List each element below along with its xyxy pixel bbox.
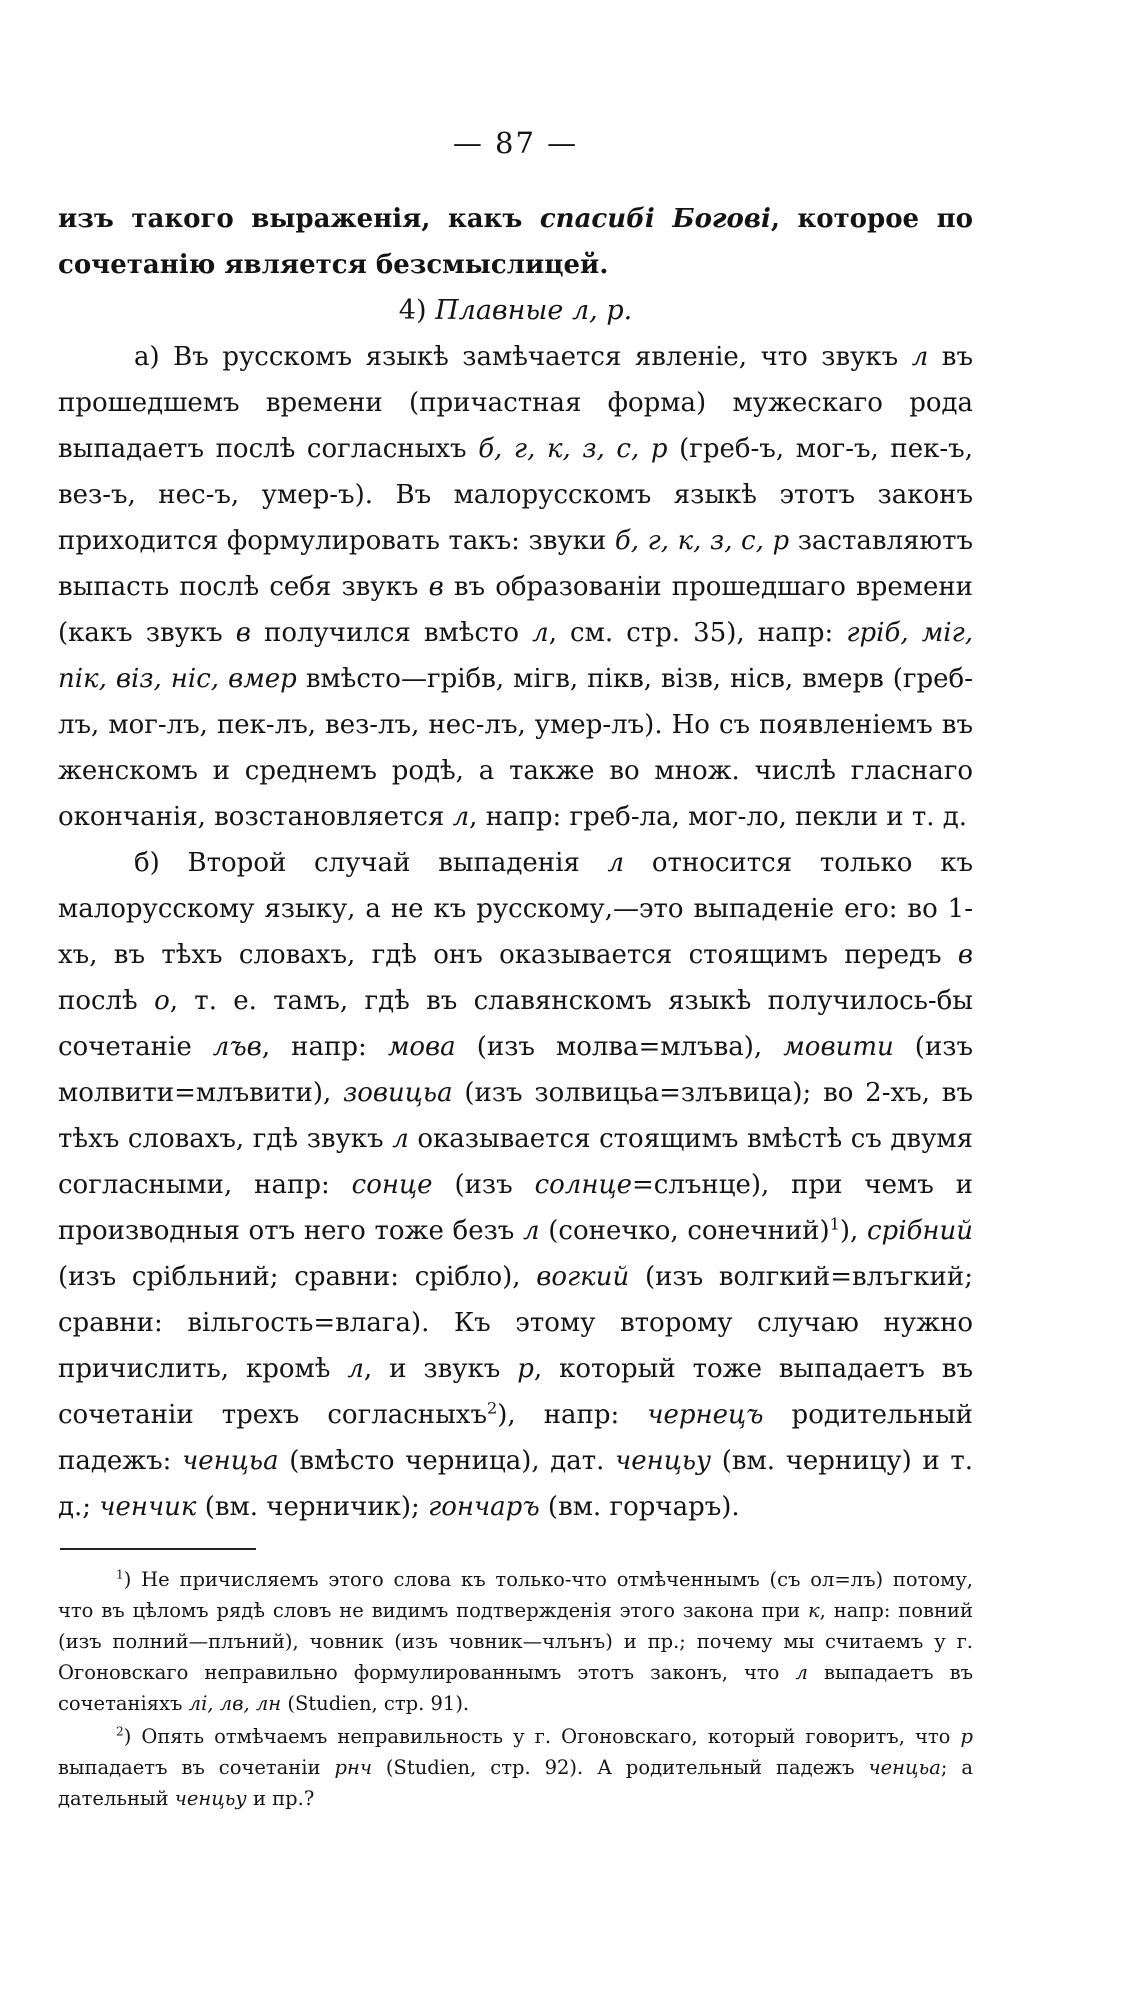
footnote-1 — [58, 1564, 973, 1719]
para-b-italic: л — [392, 1124, 409, 1154]
footnote-2-italic: рнч — [334, 1756, 372, 1779]
footnote-ref-1[interactable]: 1 — [829, 1214, 840, 1234]
para-b-italic: о — [154, 986, 170, 1016]
footnote-1-text: выпадаетъ въ сочетаніяхъ — [58, 1661, 973, 1715]
para-b-italic: гончаръ — [428, 1492, 540, 1522]
para-b-text: (изъ молва=млъва), — [455, 1032, 784, 1062]
footnote-2-text: ; а дательный — [58, 1756, 973, 1810]
para-a-text: въ образованіи прошедшаго времени (какъ звукъ — [58, 572, 973, 648]
section-heading — [58, 288, 973, 334]
para-b-text: , который тоже выпадаетъ въ сочетаніи трехъ согласныхъ — [58, 1354, 974, 1430]
para-b-text: родительный падежъ: — [58, 1400, 973, 1476]
section-title: Плавные л, р. — [435, 295, 633, 326]
para-b-italic: вогкий — [536, 1262, 630, 1292]
footnote-1-italic: лі, лв, лн — [188, 1692, 282, 1715]
para-b-text: ), — [839, 1216, 867, 1246]
main-text — [58, 196, 973, 1530]
para-b-italic: л — [607, 848, 625, 878]
footnote-1-text: , напр: повний (изъ полний—плъний), човник (изъ човник—члънъ) и пр.; почему мы считаемъ у г. Огоновскаго неправильно формулированнымъ этотъ законъ, что — [58, 1599, 973, 1684]
para-b-text: =слънце), при чемъ и производныя отъ него тоже безъ — [58, 1170, 973, 1246]
para-b-text: (изъ волгкий=влъгкий; сравни: вільгость=влага). Къ этому второму случаю нужно причислить, кромѣ — [58, 1262, 973, 1384]
paragraph-b — [58, 840, 973, 1530]
para-a-text: а) Въ русскомъ языкѣ замѣчается явленіе, что звукъ — [134, 342, 912, 372]
footnote-1-text: ) Не причисляемъ этого слова къ только-что отмѣченнымъ (съ ол=лъ) потому, что въ цѣломъ рядѣ словъ не видимъ подтвержденія этого закона при — [58, 1568, 973, 1622]
para-b-text: , т. е. тамъ, гдѣ въ славянскомъ языкѣ получилось-бы сочетаніе — [58, 986, 973, 1062]
footnote-2-italic: р — [960, 1725, 973, 1748]
para-a-italic: в — [235, 618, 251, 648]
para-a-italic: гріб, міг, пік, віз, ніс, вмер — [58, 618, 973, 694]
para-b-italic: ченцьа — [182, 1446, 279, 1476]
para-b-text: , и звукъ — [363, 1354, 518, 1384]
para-a-italic: в — [428, 572, 444, 602]
para-a-italic: л — [911, 342, 929, 372]
para-b-text: послѣ — [58, 986, 155, 1016]
para-b-text: (вм. черницу) и т. д.; — [58, 1446, 973, 1522]
para-b-text: (вмѣсто черница), дат. — [278, 1446, 616, 1476]
footnote-2-text: (Studien, стр. 92). А родительный падежъ — [371, 1756, 869, 1779]
intro-italic-phrase: спасибі Богові — [539, 204, 771, 234]
section-number: 4) — [398, 295, 436, 326]
footnote-2-italic: ченцьу — [174, 1787, 247, 1810]
para-b-text: (вм. горчаръ). — [539, 1492, 740, 1522]
para-b-italic: р — [517, 1354, 534, 1384]
book-page — [58, 126, 973, 1816]
footnote-2-italic: ченцьа — [868, 1756, 941, 1779]
footnote-2-text: и пр.? — [246, 1787, 315, 1810]
para-b-italic: лъв — [212, 1032, 262, 1062]
para-b-italic: мова — [387, 1032, 456, 1062]
para-b-text: (изъ молвити=млъвити), — [58, 1032, 974, 1108]
footnote-2-text: ) Опять отмѣчаемъ неправильность у г. Огоновскаго, который говоритъ, что — [123, 1725, 961, 1748]
para-b-italic: ченцьу — [615, 1446, 712, 1476]
para-b-italic: срібний — [867, 1216, 974, 1246]
para-a-italic: б, г, к, з, с, р — [614, 526, 790, 556]
para-b-italic: в — [957, 940, 973, 970]
footnote-1-italic: л — [795, 1661, 808, 1684]
page-number: — 87 — — [452, 126, 579, 160]
para-a-italic: б, г, к, з, с, р — [478, 434, 668, 464]
para-a-text: заставляютъ выпасть послѣ себя звукъ — [58, 526, 973, 602]
para-b-text: , напр: — [261, 1032, 388, 1062]
para-a-text: , см. стр. 35), напр: — [548, 618, 847, 648]
para-a-italic: л — [452, 802, 470, 832]
para-b-text: (изъ — [432, 1170, 535, 1200]
para-b-italic: л — [347, 1354, 364, 1384]
footnote-mark-2: 2 — [116, 1724, 124, 1739]
para-b-italic: чернецъ — [647, 1400, 764, 1430]
intro-paragraph — [58, 196, 973, 288]
para-b-italic: ченчик — [99, 1492, 197, 1522]
para-b-text: относится только къ малорусскому языку, а не къ русскому,—это выпаденіе его: во 1-хъ, въ тѣхъ словахъ, гдѣ онъ оказывается стоящимъ передъ — [58, 848, 973, 970]
footnotes — [58, 1564, 973, 1814]
para-a-text: , напр: греб-ла, мог-ло, пекли и т. д. — [469, 802, 968, 832]
para-b-text: (вм. черничик); — [196, 1492, 429, 1522]
para-b-italic: мовити — [783, 1032, 894, 1062]
footnote-1-text: (Studien, стр. 91). — [281, 1692, 470, 1715]
intro-text-1: изъ такого выраженія, какъ — [58, 204, 540, 234]
para-a-italic: л — [532, 618, 549, 648]
para-a-text: (греб-ъ, мог-ъ, пек-ъ, вез-ъ, нес-ъ, умер-ъ). Въ малорусскомъ языкѣ этотъ законъ приходится формулировать такъ: звуки — [58, 434, 973, 556]
para-a-text: получился вмѣсто — [250, 618, 533, 648]
para-b-italic: солнце — [534, 1170, 633, 1200]
para-b-text: (изъ срібльний; сравни: срібло), — [58, 1262, 537, 1292]
para-b-italic: сонце — [351, 1170, 433, 1200]
para-b-text: (сонечко, сонечний) — [539, 1216, 830, 1246]
footnote-2 — [58, 1721, 973, 1814]
footnote-2-text: выпадаетъ въ сочетаніи — [58, 1756, 335, 1779]
para-b-text: б) Второй случай выпаденія — [134, 848, 608, 878]
para-b-text: ), напр: — [497, 1400, 648, 1430]
para-b-text: оказывается стоящимъ вмѣстѣ съ двумя согласными, напр: — [58, 1124, 973, 1200]
para-a-text: вмѣсто—грібв, мігв, пікв, візв, нісв, вмерв (греб-лъ, мог-лъ, пек-лъ, вез-лъ, нес-лъ, умер-лъ). Но съ появленіемъ въ женскомъ и среднемъ родѣ, а также во множ. числѣ гласнаго окончанія, возстановляется — [58, 664, 973, 832]
paragraph-a — [58, 334, 973, 840]
para-b-italic: зовицьа — [343, 1078, 453, 1108]
para-b-italic: л — [523, 1216, 540, 1246]
para-a-text: въ прошедшемъ времени (причастная форма) мужескаго рода выпадаетъ послѣ согласныхъ — [58, 342, 973, 464]
footnote-mark-1: 1 — [116, 1567, 124, 1582]
para-b-text: (изъ золвицьа=злъвица); во 2-хъ, въ тѣхъ словахъ, гдѣ звукъ — [58, 1078, 973, 1154]
footnote-1-italic: к — [807, 1599, 820, 1622]
footnote-divider — [60, 1548, 256, 1550]
intro-text-2: , которое по сочетанію является безсмыслицей. — [58, 204, 974, 280]
footnote-ref-2[interactable]: 2 — [487, 1398, 498, 1418]
